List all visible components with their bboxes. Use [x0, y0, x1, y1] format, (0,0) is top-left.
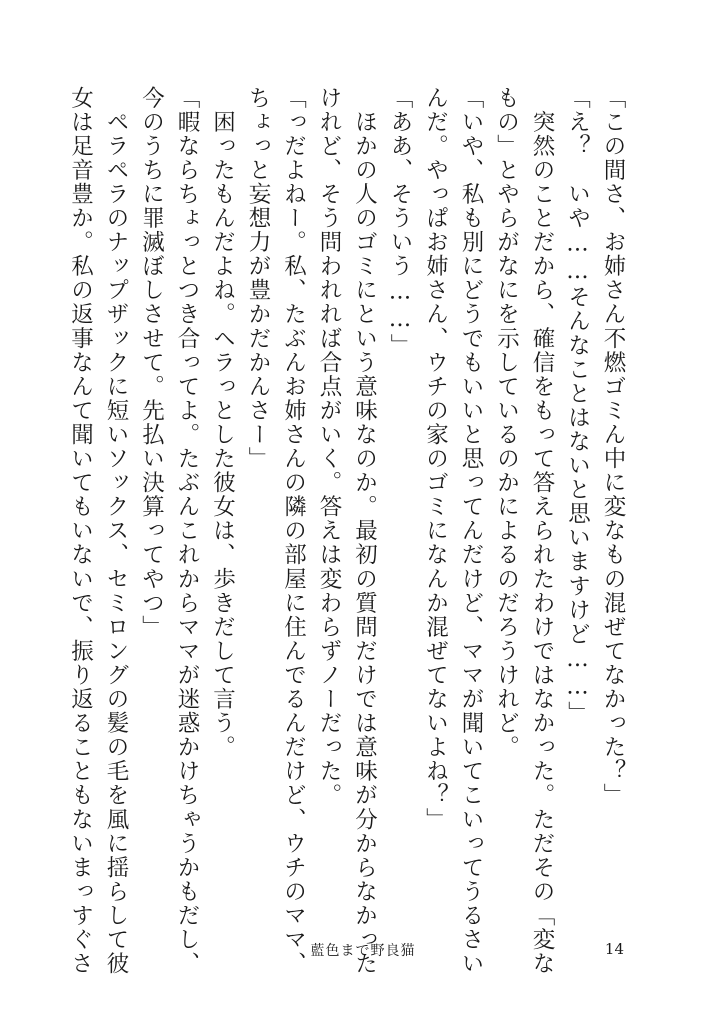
text-line: ペラペラのナップザックに短いソックス、セミロングの髪の毛を風に揺らして彼 — [103, 86, 129, 976]
text-line: 「っだよねー。私、たぶんお姉さんの隣の部屋に住んでるんだけど、ウチのママ、 — [280, 86, 307, 976]
text-line: 困ったもんだよね。ヘラっとした彼女は、歩きだして言う。 — [209, 86, 236, 760]
text-line: ほかの人のゴミにという意味なのか。最初の質問だけでは意味が分からなかった — [351, 86, 378, 976]
text-line: 「暇ならちょっとつき合ってよ。たぶんこれからママが迷惑かけちゃうかもだし、 — [174, 86, 200, 976]
text-line: けれど、そう問われれば合点がいく。答えは変わらずノーだった。 — [316, 86, 342, 808]
text-line: んだ。やっぱお姉さん、ウチの家のゴミになんか混ぜてないよね？」 — [422, 86, 449, 832]
text-line: 「この間さ、お姉さん不燃ゴミん中に変なもの混ぜてなかった？」 — [600, 86, 626, 808]
text-line: 「ああ、そういう……」 — [387, 86, 413, 358]
page-number: 14 — [604, 940, 624, 958]
text-line: 「いや、私も別にどうでもいいと思ってんだけど、ママが聞いてこいってうるさい — [458, 86, 484, 976]
text-line: 今のうちに罪滅ぼしさせて。先払い決算ってやつ」 — [138, 86, 165, 640]
text-line: 女は足音豊か。私の返事なんて聞いてもいないで、振り返ることもないまっすぐさ — [67, 86, 94, 976]
text-line: 突然のことだから、確信をもって答えられたわけではなかった。ただその「変な — [529, 86, 555, 976]
text-line: ちょっと妄想力が豊かだかんさー」 — [245, 86, 271, 471]
book-title-footer: 藍色まで野良猫 — [310, 943, 416, 959]
text-line: 「え？ いや……そんなことはないと思いますけど……」 — [564, 86, 591, 726]
text-line: もの」とやらがなにを示しているのかによるのだろうけれど。 — [493, 86, 520, 760]
